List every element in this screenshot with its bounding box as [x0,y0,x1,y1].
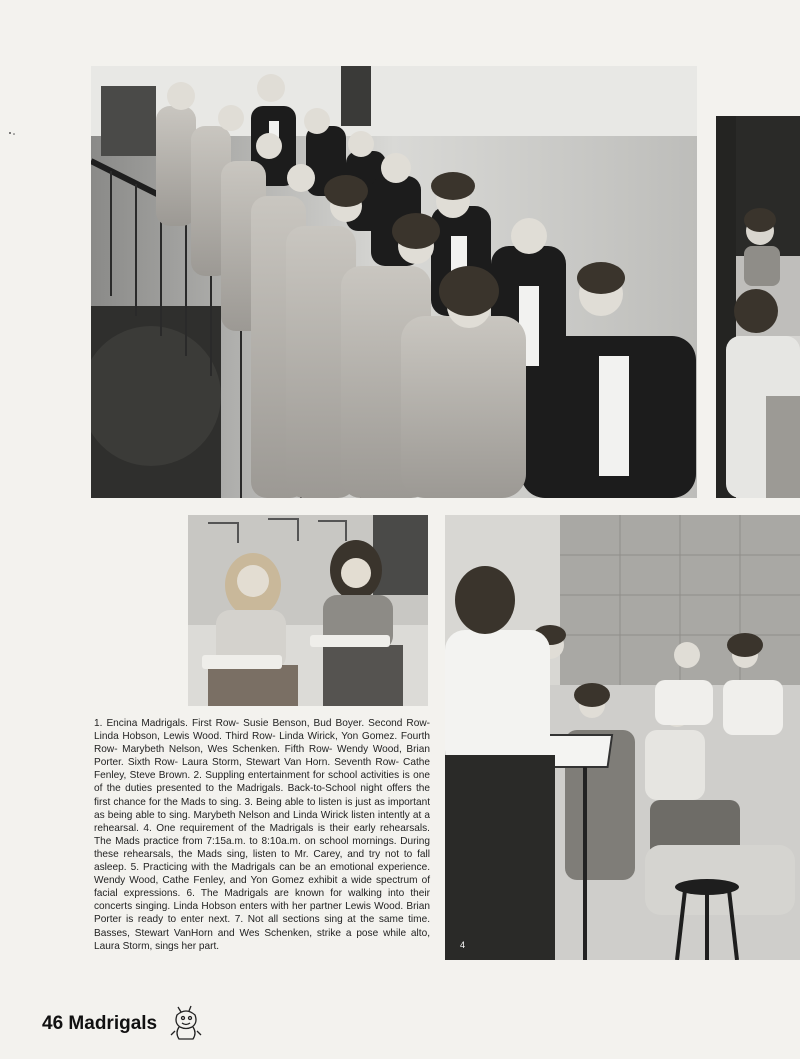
audience-photo-graphic [716,116,800,498]
page-folio [42,1013,157,1035]
photo-audience [716,116,800,498]
staircase-photo-graphic [91,66,697,498]
photo-early-rehearsal [445,515,800,960]
photo-madrigals-staircase [91,66,697,498]
page-number: 46 [42,1013,64,1034]
photo-listening-singers [188,515,428,706]
listening-photo-graphic [188,515,428,706]
rehearsal-photo-graphic [445,515,800,960]
section-title: Madrigals [68,1013,158,1034]
photo-number-label: 4 [460,940,466,950]
mascot-sketch-icon [169,1005,203,1043]
page-footer [42,1005,203,1043]
photo-caption: 1. Encina Madrigals. First Row- Susie Benson, Bud Boyer. Second Row- Linda Hobson, Lewis Wood. Third Row- Linda Wirick, Yon Gomez. Fourth Row- Marybeth Nelson, Wes Schenken. Fifth Row- Wendy Wood, Brian Porter. Sixth Row- Laura Storm, Stewart Van Horn. Seventh Row- Cathe Fenley, Steve Brown. 2. Suppling entertainment for school activities is one of the duties presented to the Madrigals. Back-to-School night offers the first chance for the Mads to sing. 3. Being able to listen is just as important as being able to sing. Marybeth Nelson and Linda Wirick listen intently at a rehearsal. 4. One requirement of the Madrigals is their early rehearsals. The Mads practice from 7:15a.m. to 8:10a.m. on school mornings. During these rehearsals, the Mads sing, listen to Mr. Carey, and try not to fall asleep. 5. Practicing with the Madrigals can be an emotional experience. Wendy Wood, Cathe Fenley, and Yon Gomez exhibit a wide spectrum of facial expressions. 6. The Madrigals are known for walking into their concerts singing. Linda Hobson enters with her partner Lewis Wood. Brian Porter is ready to enter next. 7. Not all sections sing at the same time. Basses, Stewart VanHorn and Wes Schenken, strike a pose while alto, Laura Storm, sings her part. [94,718,430,952]
paper-speck [8,130,18,136]
